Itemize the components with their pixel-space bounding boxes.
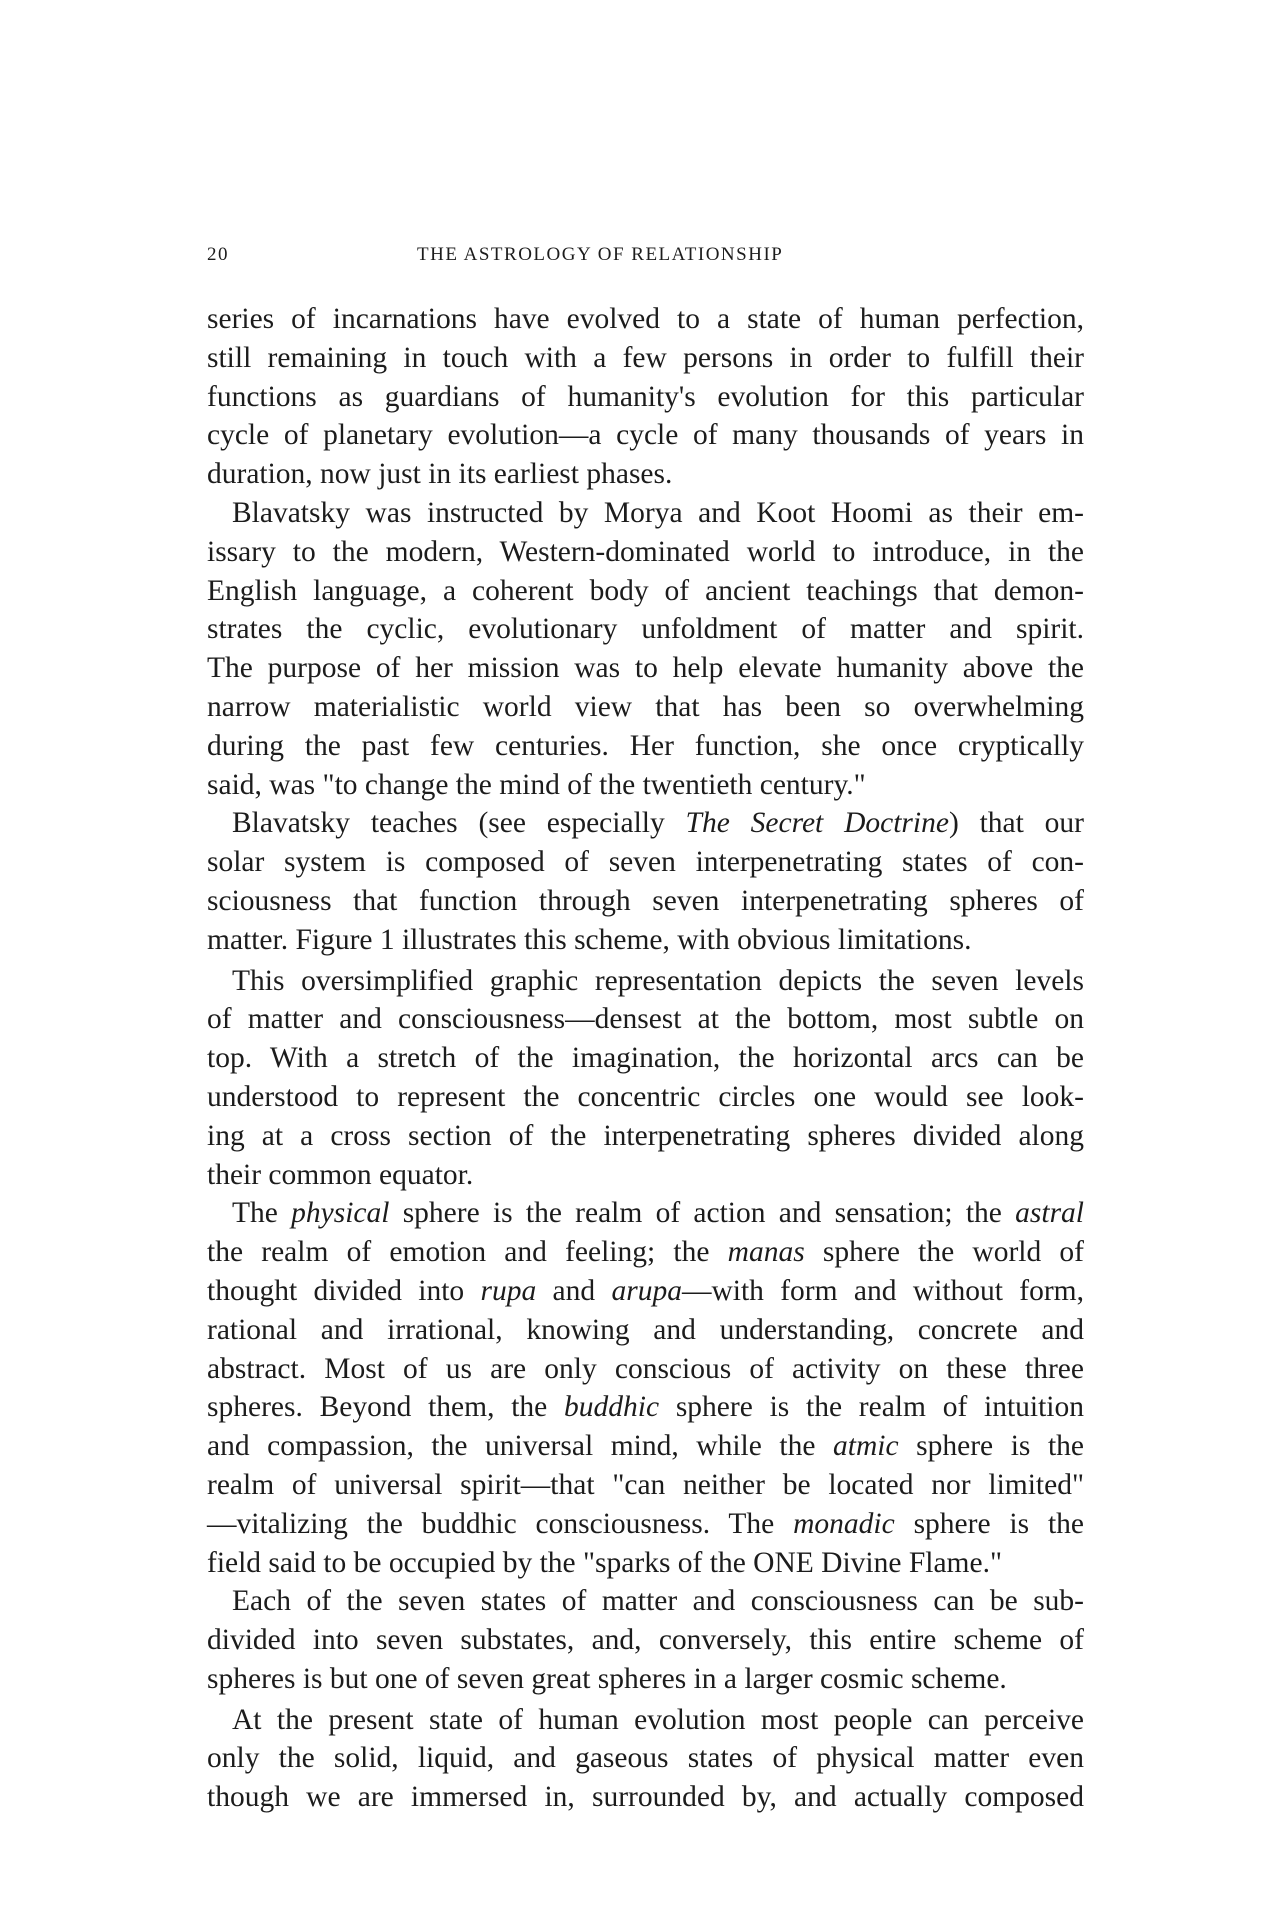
text-line: solar system is composed of seven interpenetrating states of con-	[207, 846, 1084, 879]
text-run: sphere is the realm of action and sensation; the	[389, 1197, 1016, 1230]
text-run: sphere is the	[898, 1430, 1084, 1463]
text-run: Blavatsky teaches (see especially	[232, 807, 686, 840]
text-line	[207, 1427, 1084, 1466]
text-run: sphere is the	[894, 1507, 1084, 1540]
text-line: This oversimplified graphic representation depicts the seven levels	[232, 964, 1084, 997]
book-page	[207, 244, 1084, 1817]
text-line: divided into seven substates, and, conversely, this entire scheme of	[207, 1624, 1084, 1657]
text-run: —with form and without form,	[681, 1274, 1085, 1307]
term-italic: arupa	[611, 1274, 682, 1307]
term-italic: astral	[1015, 1197, 1084, 1230]
text-line: functions as guardians of humanity's evolution for this particular	[207, 380, 1084, 413]
text-run: sphere is the realm of intuition	[659, 1391, 1084, 1424]
text-line: realm of universal spirit—that "can neither be located nor limited"	[207, 1468, 1084, 1501]
text-run: sphere the world of	[804, 1236, 1084, 1269]
text-line: understood to represent the concentric circles one would see look-	[207, 1080, 1084, 1113]
text-line: strates the cyclic, evolutionary unfoldment of matter and spirit.	[207, 613, 1084, 646]
text-line: top. With a stretch of the imagination, the horizontal arcs can be	[207, 1042, 1084, 1075]
text-line	[207, 804, 1084, 843]
term-italic: monadic	[793, 1507, 895, 1540]
text-line: issary to the modern, Western-dominated world to introduce, in the	[207, 535, 1084, 568]
text-line: of matter and consciousness—densest at the bottom, most subtle on	[207, 1003, 1084, 1036]
running-head	[207, 244, 1084, 274]
paragraph-7	[207, 1701, 1084, 1817]
term-italic: buddhic	[564, 1391, 660, 1424]
text-line: English language, a coherent body of ancient teachings that demon-	[207, 574, 1084, 607]
text-run: and compassion, the universal mind, while the	[207, 1430, 834, 1463]
paragraph-3	[207, 804, 1084, 959]
text-line: series of incarnations have evolved to a state of human perfection,	[207, 303, 1084, 335]
text-line: said, was "to change the mind of the twentieth century."	[207, 768, 866, 801]
body-text	[207, 300, 1084, 1817]
running-title: THE ASTROLOGY OF RELATIONSHIP	[417, 244, 784, 265]
text-run: ) that our	[948, 807, 1084, 840]
paragraph-6	[207, 1582, 1084, 1698]
text-line: rational and irrational, knowing and understanding, concrete and	[207, 1313, 1084, 1346]
text-line: only the solid, liquid, and gaseous states of physical matter even	[207, 1742, 1084, 1775]
paragraph-2	[207, 494, 1084, 804]
term-italic: atmic	[833, 1430, 899, 1463]
text-line: field said to be occupied by the "sparks of the ONE Divine Flame."	[207, 1546, 1002, 1579]
text-run: and	[536, 1274, 612, 1307]
text-run: spheres. Beyond them, the	[207, 1391, 565, 1424]
paragraph-4	[207, 962, 1084, 1195]
text-line: still remaining in touch with a few persons in order to fulfill their	[207, 341, 1084, 374]
term-italic: manas	[727, 1236, 805, 1269]
text-line	[207, 1272, 1084, 1311]
term-italic: rupa	[480, 1274, 537, 1307]
term-italic: physical	[291, 1197, 390, 1230]
text-line	[207, 1388, 1084, 1427]
text-run: thought divided into	[207, 1274, 481, 1307]
text-run: —vitalizing the buddhic consciousness. The	[207, 1507, 794, 1540]
book-title-italic: The Secret Doctrine	[685, 807, 949, 840]
paragraph-5	[207, 1194, 1084, 1582]
text-line: duration, now just in its earliest phases.	[207, 458, 673, 491]
text-line: At the present state of human evolution most people can perceive	[232, 1703, 1084, 1736]
text-line: The purpose of her mission was to help elevate humanity above the	[207, 652, 1084, 685]
paragraph-1	[207, 300, 1084, 494]
text-line: cycle of planetary evolution—a cycle of many thousands of years in	[207, 419, 1084, 452]
text-run: The	[232, 1197, 292, 1230]
text-line: during the past few centuries. Her function, she once cryptically	[207, 729, 1084, 762]
text-line: ing at a cross section of the interpenetrating spheres divided along	[207, 1119, 1084, 1152]
page-number: 20	[207, 244, 229, 265]
text-line: though we are immersed in, surrounded by, and actually composed	[207, 1781, 1084, 1814]
text-line: spheres is but one of seven great spheres in a larger cosmic scheme.	[207, 1662, 1007, 1695]
text-line: Blavatsky was instructed by Morya and Koot Hoomi as their em-	[232, 496, 1084, 529]
text-line	[207, 1233, 1084, 1272]
text-line: matter. Figure 1 illustrates this scheme, with obvious limitations.	[207, 923, 972, 956]
text-line: narrow materialistic world view that has been so overwhelming	[207, 690, 1084, 723]
text-line	[207, 1194, 1084, 1233]
text-line: abstract. Most of us are only conscious of activity on these three	[207, 1352, 1084, 1385]
text-line: sciousness that function through seven interpenetrating spheres of	[207, 884, 1084, 917]
text-line	[207, 1505, 1084, 1544]
text-run: the realm of emotion and feeling; the	[207, 1236, 728, 1269]
text-line: their common equator.	[207, 1158, 474, 1191]
text-line: Each of the seven states of matter and consciousness can be sub-	[232, 1585, 1084, 1618]
